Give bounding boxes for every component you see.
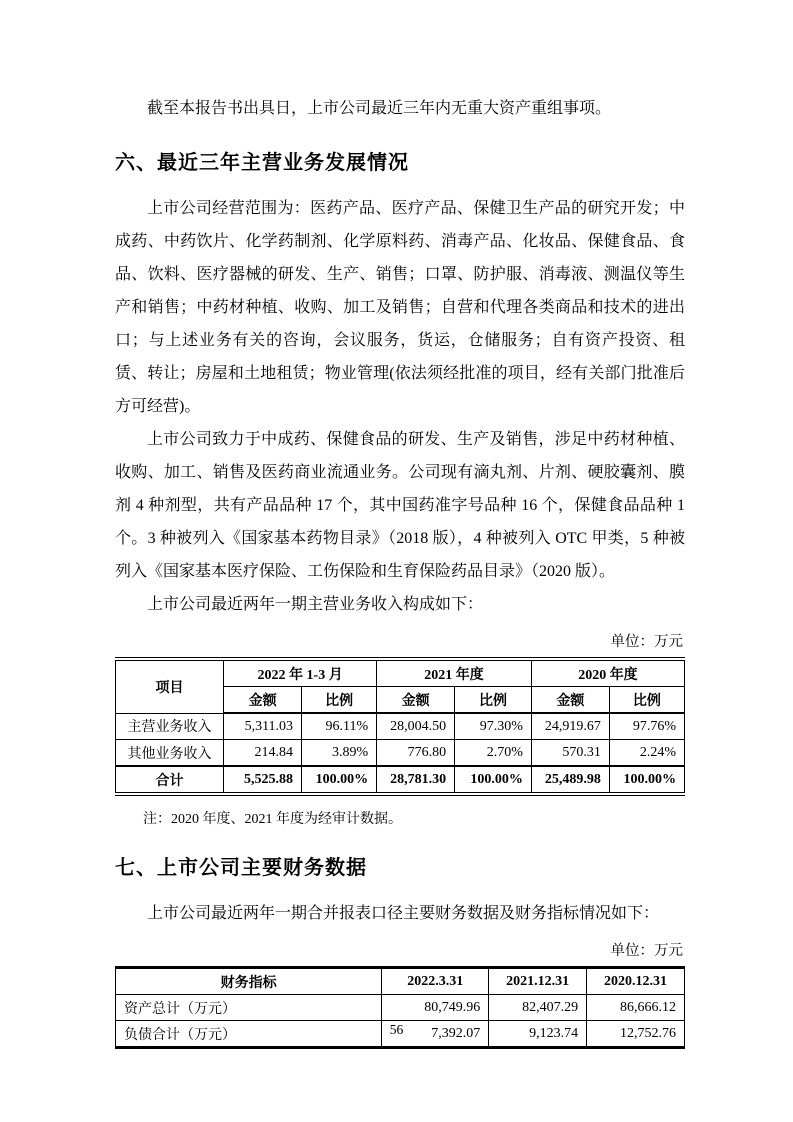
financial-header-2022: 2022.3.31 [382, 969, 489, 995]
revenue-cell: 24,919.67 [531, 713, 609, 740]
financial-row-assets-label: 资产总计（万元） [116, 995, 382, 1021]
financial-cell: 86,666.12 [587, 995, 685, 1021]
financial-header-indicator: 财务指标 [116, 969, 382, 995]
section6-paragraph-products: 上市公司致力于中成药、保健食品的研发、生产及销售，涉足中药材种植、收购、加工、销售及医药商业流通业务。公司现有滴丸剂、片剂、硬胶囊剂、膜剂 4 种剂型，共有产品品种 17 个，其中国药准字号品种 16 个，保健食品品种 1 个。3 种被列入《国家基本药物目录》（2018 版），4 种被列入 OTC 甲类，5 种被列入《国家基本医疗保险、工伤保险和生育保险药品目录》（2020 版）。 [115, 431, 685, 580]
revenue-period-2021: 2021 年度 [377, 661, 532, 687]
revenue-table-period-header-row [116, 661, 685, 687]
revenue-cell: 2.24% [609, 740, 684, 767]
revenue-subheader-amount: 金额 [531, 687, 609, 714]
section7-paragraph-lead-in: 上市公司最近两年一期合并报表口径主要财务数据及财务指标情况如下： [147, 905, 660, 922]
financial-cell: 7,392.07 [382, 1021, 489, 1047]
unit-label-financial: 单位：万元 [610, 943, 683, 959]
revenue-cell: 5,525.88 [224, 766, 302, 792]
financial-row-liabilities-label: 负债合计（万元） [116, 1021, 382, 1047]
section7-title: 七、上市公司主要财务数据 [115, 857, 367, 879]
revenue-col-item-header: 项目 [116, 661, 224, 713]
unit-label-revenue: 单位：万元 [610, 634, 683, 650]
intro-paragraph: 截至本报告书出具日，上市公司最近三年内无重大资产重组事项。 [147, 100, 612, 117]
financial-cell: 82,407.29 [489, 995, 587, 1021]
financial-header-2020: 2020.12.31 [587, 969, 685, 995]
revenue-subheader-ratio: 比例 [609, 687, 684, 714]
revenue-row-main-label: 主营业务收入 [116, 713, 224, 740]
revenue-cell: 776.80 [377, 740, 455, 767]
revenue-cell: 100.00% [455, 766, 532, 792]
revenue-subheader-amount: 金额 [377, 687, 455, 714]
revenue-row-other-label: 其他业务收入 [116, 740, 224, 767]
section6-paragraph-lead-in: 上市公司最近两年一期主营业务收入构成如下： [147, 596, 484, 613]
revenue-period-2020: 2020 年度 [531, 661, 684, 687]
revenue-period-2022: 2022 年 1-3 月 [224, 661, 377, 687]
page-number: 56 [389, 1022, 404, 1037]
revenue-cell: 100.00% [609, 766, 684, 792]
revenue-subheader-amount: 金额 [224, 687, 302, 714]
revenue-cell: 97.76% [609, 713, 684, 740]
revenue-cell: 96.11% [302, 713, 377, 740]
section6-title: 六、最近三年主营业务发展情况 [115, 152, 409, 174]
revenue-cell: 28,781.30 [377, 766, 455, 792]
financial-cell: 80,749.96 [382, 995, 489, 1021]
revenue-cell: 214.84 [224, 740, 302, 767]
financial-table-header-row [116, 969, 685, 995]
table-row [116, 713, 685, 740]
revenue-cell: 570.31 [531, 740, 609, 767]
revenue-cell: 97.30% [455, 713, 532, 740]
revenue-row-total-label: 合计 [116, 766, 224, 792]
page-content [115, 0, 685, 1049]
revenue-cell: 3.89% [302, 740, 377, 767]
table-row-total [116, 766, 685, 792]
revenue-cell: 100.00% [302, 766, 377, 792]
revenue-cell: 25,489.98 [531, 766, 609, 792]
revenue-subheader-ratio: 比例 [455, 687, 532, 714]
revenue-cell: 5,311.03 [224, 713, 302, 740]
revenue-cell: 2.70% [455, 740, 532, 767]
revenue-subheader-ratio: 比例 [302, 687, 377, 714]
revenue-cell: 28,004.50 [377, 713, 455, 740]
table-row [116, 995, 685, 1021]
financial-header-2021: 2021.12.31 [489, 969, 587, 995]
financial-cell: 12,752.76 [587, 1021, 685, 1047]
revenue-table-note: 注：2020 年度、2021 年度为经审计数据。 [143, 812, 402, 827]
table-row [116, 740, 685, 767]
financial-cell: 9,123.74 [489, 1021, 587, 1047]
section6-paragraph-scope: 上市公司经营范围为：医药产品、医疗产品、保健卫生产品的研究开发；中成药、中药饮片、化学药制剂、化学原料药、消毒产品、化妆品、保健食品、食品、饮料、医疗器械的研发、生产、销售；口罩、防护服、消毒液、测温仪等生产和销售；中药材种植、收购、加工及销售；自营和代理各类商品和技术的进出口；与上述业务有关的咨询，会议服务，货运，仓储服务；自有资产投资、租赁、转让；房屋和土地租赁；物业管理(依法须经批准的项目，经有关部门批准后方可经营)。 [115, 200, 685, 415]
revenue-table [115, 657, 685, 796]
